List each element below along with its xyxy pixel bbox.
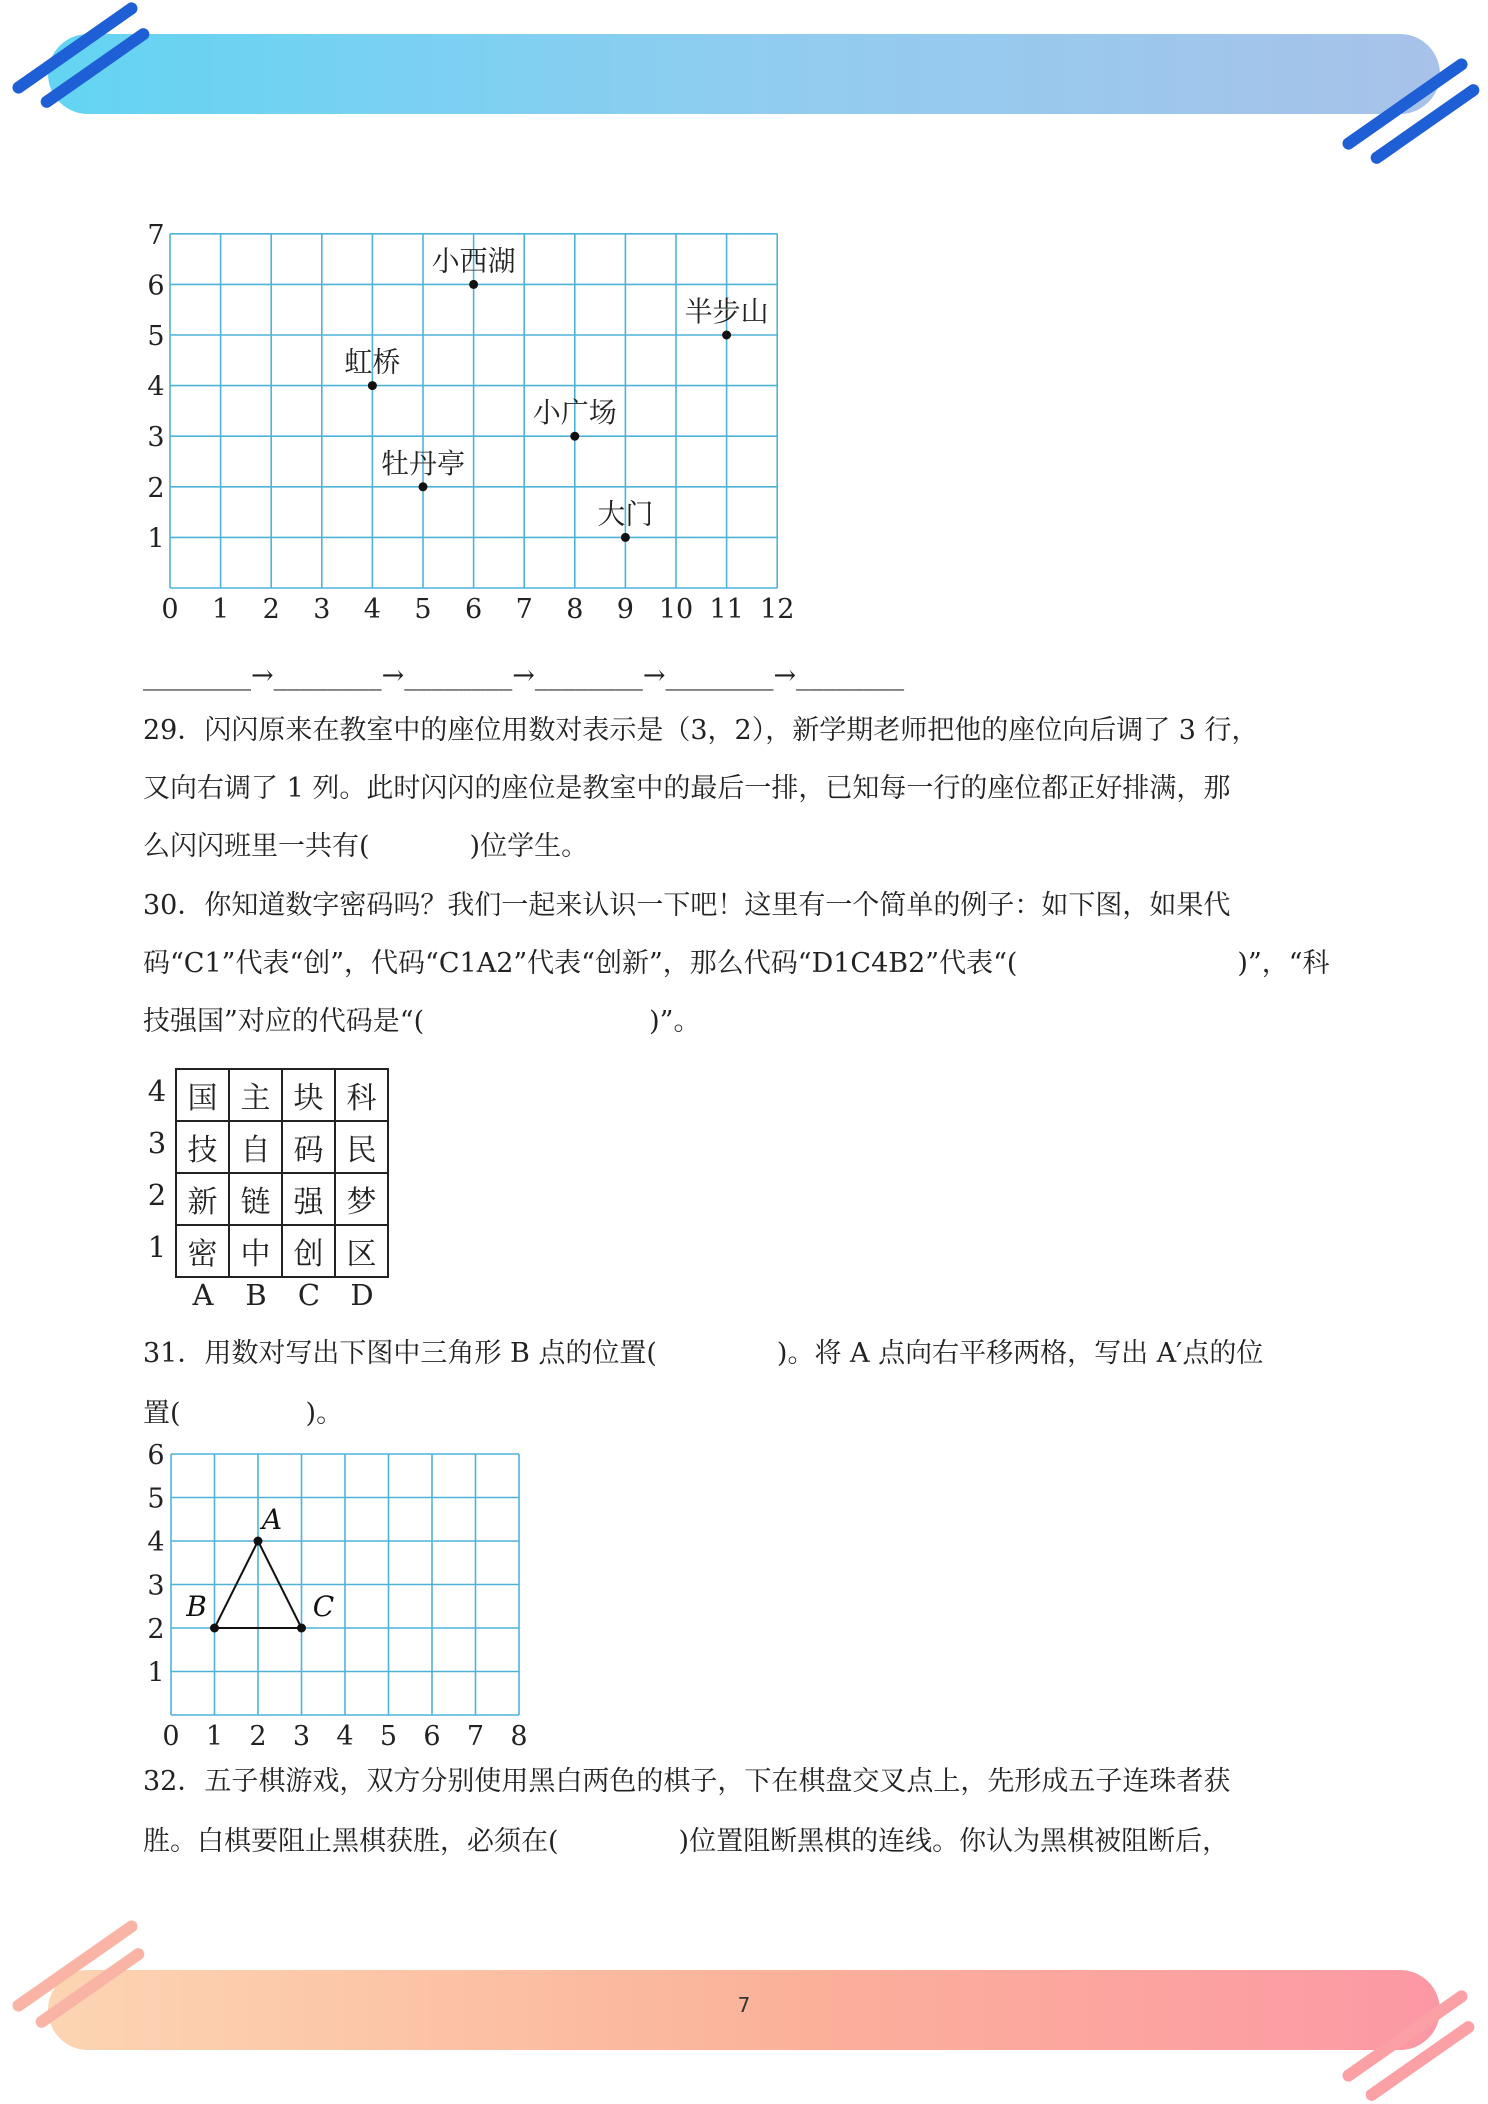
y-tick-label: 6 bbox=[147, 1440, 165, 1471]
q32-line-2 bbox=[143, 1824, 1229, 1860]
code-cell: 民 bbox=[335, 1121, 388, 1173]
code-row-label: 2 bbox=[147, 1178, 167, 1212]
y-tick-label: 7 bbox=[147, 219, 165, 251]
location-label: 虹桥 bbox=[344, 345, 401, 379]
code-table bbox=[175, 1068, 389, 1278]
code-cell: 梦 bbox=[335, 1173, 388, 1225]
q30-line-1: 30．你知道数字密码吗？我们一起来认识一下吧！这里有一个简单的例子：如下图，如果代 bbox=[143, 890, 1231, 921]
y-tick-label: 1 bbox=[147, 523, 165, 555]
x-tick-label: 4 bbox=[363, 594, 381, 625]
x-tick-label: 3 bbox=[313, 594, 331, 625]
q29-line-3-start: 么闪闪班里一共有( bbox=[143, 831, 370, 862]
code-cell: 自 bbox=[229, 1121, 282, 1173]
x-tick-label: 0 bbox=[161, 594, 179, 625]
q29-line-2: 又向右调了 1 列。此时闪闪的座位是教室中的最后一排，已知每一行的座位都正好排满，那 bbox=[143, 773, 1231, 804]
x-tick-label: 10 bbox=[658, 594, 694, 625]
code-table-row bbox=[176, 1173, 388, 1225]
y-tick-label: 3 bbox=[147, 1570, 165, 1602]
y-tick-label: 5 bbox=[147, 1483, 165, 1515]
code-cell: 码 bbox=[282, 1121, 335, 1173]
location-point bbox=[570, 432, 579, 441]
x-tick-label: 3 bbox=[292, 1721, 311, 1752]
vertex-point bbox=[210, 1624, 219, 1633]
code-cell: 区 bbox=[335, 1225, 388, 1277]
code-cell: 链 bbox=[229, 1173, 282, 1225]
x-tick-label: 5 bbox=[414, 594, 432, 625]
x-tick-label: 6 bbox=[423, 1721, 441, 1752]
q31-line-1-end: )。将 A 点向右平移两格，写出 A′点的位 bbox=[776, 1338, 1264, 1369]
location-point bbox=[722, 331, 731, 340]
code-cell: 创 bbox=[282, 1225, 335, 1277]
code-cell: 中 bbox=[229, 1225, 282, 1277]
route-answer-blanks: ________→________→________→________→________→________ bbox=[143, 660, 905, 691]
code-cell: 主 bbox=[229, 1069, 282, 1121]
x-tick-label: 0 bbox=[162, 1721, 180, 1752]
q32-line-2-end: )位置阻断黑棋的连线。你认为黑棋被阻断后， bbox=[678, 1826, 1230, 1857]
q31-line-2 bbox=[143, 1396, 343, 1432]
x-tick-label: 2 bbox=[249, 1721, 267, 1752]
y-tick-label: 2 bbox=[147, 1614, 165, 1645]
x-tick-label: 6 bbox=[465, 594, 483, 625]
q30-line-2-end: )”，“科 bbox=[1237, 948, 1330, 979]
code-col-label: C bbox=[297, 1278, 321, 1312]
code-row-label: 1 bbox=[147, 1230, 167, 1264]
location-label: 牡丹亭 bbox=[380, 446, 466, 480]
x-tick-label: 7 bbox=[515, 594, 533, 625]
x-tick-label: 12 bbox=[760, 594, 795, 625]
q31-line-1-start: 31．用数对写出下图中三角形 B 点的位置( bbox=[143, 1338, 657, 1369]
code-cell: 密 bbox=[176, 1225, 229, 1277]
q30-line-3-end: )”。 bbox=[649, 1006, 701, 1037]
location-label: 大门 bbox=[597, 497, 654, 531]
q31-line-1 bbox=[143, 1336, 1263, 1372]
code-cell: 块 bbox=[282, 1069, 335, 1121]
vertex-label: C bbox=[312, 1590, 335, 1623]
code-cell: 强 bbox=[282, 1173, 335, 1225]
y-tick-label: 3 bbox=[147, 422, 165, 454]
y-tick-label: 4 bbox=[147, 371, 165, 403]
code-cell: 科 bbox=[335, 1069, 388, 1121]
code-col-label: A bbox=[192, 1278, 214, 1312]
x-tick-label: 5 bbox=[379, 1721, 398, 1752]
q30-line-2-start: 码“C1”代表“创”，代码“C1A2”代表“创新”，那么代码“D1C4B2”代表“( bbox=[143, 948, 1018, 979]
code-cell: 国 bbox=[176, 1069, 229, 1121]
location-point bbox=[368, 381, 377, 390]
location-label: 小广场 bbox=[532, 396, 617, 430]
q30-line-3 bbox=[143, 1004, 700, 1040]
x-tick-label: 11 bbox=[709, 594, 744, 625]
y-tick-label: 2 bbox=[147, 472, 165, 504]
y-tick-label: 4 bbox=[147, 1527, 165, 1558]
y-tick-label: 6 bbox=[147, 270, 165, 302]
q31-line-2-end: )。 bbox=[305, 1398, 344, 1429]
q30-line-2 bbox=[143, 946, 1330, 982]
q29-line-3-end: )位学生。 bbox=[469, 831, 589, 862]
location-label: 小西湖 bbox=[431, 244, 516, 278]
location-point bbox=[419, 482, 428, 491]
x-tick-label: 7 bbox=[466, 1721, 485, 1752]
code-table-row bbox=[176, 1069, 388, 1121]
x-tick-label: 2 bbox=[262, 594, 280, 625]
x-tick-label: 8 bbox=[510, 1721, 528, 1752]
q32-line-2-start: 胜。白棋要阻止黑棋获胜，必须在( bbox=[143, 1826, 559, 1857]
vertex-point bbox=[254, 1537, 263, 1546]
code-row-label: 3 bbox=[147, 1126, 167, 1160]
code-cell: 技 bbox=[176, 1121, 229, 1173]
code-table-row bbox=[176, 1121, 388, 1173]
y-tick-label: 1 bbox=[147, 1657, 165, 1689]
q32-line-1: 32．五子棋游戏，双方分别使用黑白两色的棋子，下在棋盘交叉点上，先形成五子连珠者获 bbox=[143, 1766, 1231, 1797]
code-col-label: B bbox=[245, 1278, 267, 1312]
location-point bbox=[469, 280, 478, 289]
vertex-point bbox=[297, 1624, 306, 1633]
q29-line-1: 29．闪闪原来在教室中的座位用数对表示是（3，2），新学期老师把他的座位向后调了 3 行， bbox=[143, 715, 1259, 746]
q29-line-3 bbox=[143, 829, 588, 865]
code-cell: 新 bbox=[176, 1173, 229, 1225]
q31-line-2-start: 置( bbox=[143, 1398, 181, 1429]
x-tick-label: 4 bbox=[336, 1721, 354, 1752]
vertex-label: A bbox=[261, 1503, 283, 1536]
code-table-row bbox=[176, 1225, 388, 1277]
x-tick-label: 9 bbox=[616, 594, 634, 625]
map-grid-chart bbox=[0, 0, 1488, 660]
triangle-grid-chart bbox=[0, 1430, 600, 1760]
location-point bbox=[621, 533, 630, 542]
location-label: 半步山 bbox=[684, 295, 769, 328]
x-tick-label: 8 bbox=[566, 594, 584, 625]
y-tick-label: 5 bbox=[147, 321, 165, 352]
vertex-label: B bbox=[186, 1590, 207, 1623]
x-tick-label: 1 bbox=[212, 594, 230, 625]
page-number: 7 bbox=[737, 1993, 751, 2017]
x-tick-label: 1 bbox=[205, 1721, 224, 1752]
q30-line-3-start: 技强国”对应的代码是“( bbox=[143, 1006, 425, 1037]
code-col-label: D bbox=[350, 1278, 374, 1312]
code-row-label: 4 bbox=[147, 1074, 167, 1108]
